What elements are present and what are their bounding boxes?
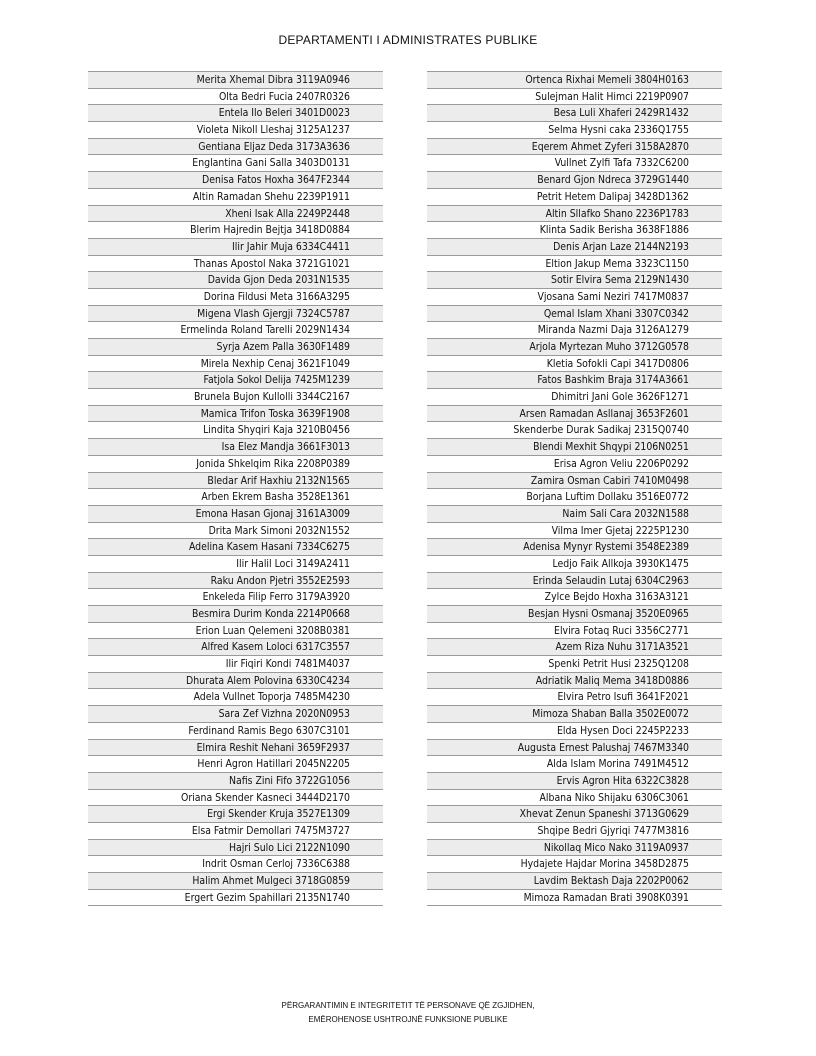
footer-line-2: EMËROHENOSE USHTROJNË FUNKSIONE PUBLIKE xyxy=(308,1015,508,1024)
list-item: Miranda Nazmi Daja 3126A1279 xyxy=(427,322,722,339)
list-item: Ergert Gezim Spahillari 2135N1740 xyxy=(88,890,383,907)
list-item: Ilir Halil Loci 3149A2411 xyxy=(88,556,383,573)
list-item: Migena Vlash Gjergji 7324C5787 xyxy=(88,306,383,323)
list-item: Erion Luan Qelemeni 3208B0381 xyxy=(88,623,383,640)
list-item: Arsen Ramadan Asllanaj 3653F2601 xyxy=(427,406,722,423)
list-item: Benard Gjon Ndreca 3729G1440 xyxy=(427,172,722,189)
list-item: Elvira Petro Isufi 3641F2021 xyxy=(427,689,722,706)
page-title: DEPARTAMENTI I ADMINISTRATES PUBLIKE xyxy=(278,33,538,47)
list-item: Denisa Fatos Hoxha 3647F2344 xyxy=(88,172,383,189)
list-item: Ermelinda Roland Tarelli 2029N1434 xyxy=(88,322,383,339)
list-item: Erinda Selaudin Lutaj 6304C2963 xyxy=(427,573,722,590)
list-item: Dhimitri Jani Gole 3626F1271 xyxy=(427,389,722,406)
list-item: Mimoza Shaban Balla 3502E0072 xyxy=(427,706,722,723)
list-item: Syrja Azem Palla 3630F1489 xyxy=(88,339,383,356)
list-item: Arjola Myrtezan Muho 3712G0578 xyxy=(427,339,722,356)
list-item: Petrit Hetem Dalipaj 3428D1362 xyxy=(427,189,722,206)
list-item: Indrit Osman Cerloj 7336C6388 xyxy=(88,856,383,873)
list-item: Dhurata Alem Polovina 6330C4234 xyxy=(88,673,383,690)
list-item: Spenki Petrit Husi 2325Q1208 xyxy=(427,656,722,673)
list-item: Elmira Reshit Nehani 3659F2937 xyxy=(88,740,383,757)
list-item: Brunela Bujon Kullolli 3344C2167 xyxy=(88,389,383,406)
list-item: Adriatik Maliq Mema 3418D0886 xyxy=(427,673,722,690)
list-item: Emona Hasan Gjonaj 3161A3009 xyxy=(88,506,383,523)
list-item: Besjan Hysni Osmanaj 3520E0965 xyxy=(427,606,722,623)
list-item: Oriana Skender Kasneci 3444D2170 xyxy=(88,790,383,807)
list-item: Lindita Shyqiri Kaja 3210B0456 xyxy=(88,422,383,439)
list-item: Ilir Fiqiri Kondi 7481M4037 xyxy=(88,656,383,673)
list-item: Vjosana Sami Neziri 7417M0837 xyxy=(427,289,722,306)
list-item: Ervis Agron Hita 6322C3828 xyxy=(427,773,722,790)
left-name-list xyxy=(88,71,383,906)
list-item: Henri Agron Hatillari 2045N2205 xyxy=(88,756,383,773)
list-item: Xhevat Zenun Spaneshi 3713G0629 xyxy=(427,806,722,823)
list-item: Merita Xhemal Dibra 3119A0946 xyxy=(88,72,383,89)
list-item: Mirela Nexhip Cenaj 3621F1049 xyxy=(88,356,383,373)
list-item: Sotir Elvira Sema 2129N1430 xyxy=(427,272,722,289)
list-item: Raku Andon Pjetri 3552E2593 xyxy=(88,573,383,590)
list-item: Hydajete Hajdar Morina 3458D2875 xyxy=(427,856,722,873)
list-item: Altin Sllafko Shano 2236P1783 xyxy=(427,206,722,223)
list-item: Ergi Skender Kruja 3527E1309 xyxy=(88,806,383,823)
list-item: Elvira Fotaq Ruci 3356C2771 xyxy=(427,623,722,640)
list-item: Adelina Kasem Hasani 7334C6275 xyxy=(88,539,383,556)
list-item: Fatos Bashkim Braja 3174A3661 xyxy=(427,372,722,389)
list-item: Erisa Agron Veliu 2206P0292 xyxy=(427,456,722,473)
list-item: Besmira Durim Konda 2214P0668 xyxy=(88,606,383,623)
list-item: Violeta Nikoll Lleshaj 3125A1237 xyxy=(88,122,383,139)
list-item: Gentiana Eljaz Deda 3173A3636 xyxy=(88,139,383,156)
list-item: Englantina Gani Salla 3403D0131 xyxy=(88,155,383,172)
list-item: Elsa Fatmir Demollari 7475M3727 xyxy=(88,823,383,840)
list-item: Denis Arjan Laze 2144N2193 xyxy=(427,239,722,256)
list-item: Davida Gjon Deda 2031N1535 xyxy=(88,272,383,289)
list-item: Arben Ekrem Basha 3528E1361 xyxy=(88,489,383,506)
list-item: Fatjola Sokol Delija 7425M1239 xyxy=(88,372,383,389)
list-item: Azem Riza Nuhu 3171A3521 xyxy=(427,639,722,656)
list-item: Ortenca Rixhai Memeli 3804H0163 xyxy=(427,72,722,89)
footer xyxy=(0,999,816,1027)
list-item: Skenderbe Durak Sadikaj 2315Q0740 xyxy=(427,422,722,439)
list-item: Borjana Luftim Dollaku 3516E0772 xyxy=(427,489,722,506)
list-item: Lavdim Bektash Daja 2202P0062 xyxy=(427,873,722,890)
list-item: Vilma Imer Gjetaj 2225P1230 xyxy=(427,523,722,540)
list-item: Blendi Mexhit Shqypi 2106N0251 xyxy=(427,439,722,456)
list-item: Adela Vullnet Toporja 7485M4230 xyxy=(88,689,383,706)
list-item: Enkeleda Filip Ferro 3179A3920 xyxy=(88,589,383,606)
list-item: Ferdinand Ramis Bego 6307C3101 xyxy=(88,723,383,740)
list-item: Alda Islam Morina 7491M4512 xyxy=(427,756,722,773)
list-item: Jonida Shkelqim Rika 2208P0389 xyxy=(88,456,383,473)
list-item: Ilir Jahir Muja 6334C4411 xyxy=(88,239,383,256)
list-item: Entela Ilo Beleri 3401D0023 xyxy=(88,105,383,122)
list-item: Albana Niko Shijaku 6306C3061 xyxy=(427,790,722,807)
list-item: Mamica Trifon Toska 3639F1908 xyxy=(88,406,383,423)
list-item: Klinta Sadik Berisha 3638F1886 xyxy=(427,222,722,239)
list-item: Bledar Arif Haxhiu 2132N1565 xyxy=(88,473,383,490)
list-item: Thanas Apostol Naka 3721G1021 xyxy=(88,256,383,273)
list-item: Olta Bedri Fucia 2407R0326 xyxy=(88,89,383,106)
list-item: Naim Sali Cara 2032N1588 xyxy=(427,506,722,523)
list-item: Sulejman Halit Himci 2219P0907 xyxy=(427,89,722,106)
list-item: Kletia Sofokli Capi 3417D0806 xyxy=(427,356,722,373)
list-item: Eqerem Ahmet Zyferi 3158A2870 xyxy=(427,139,722,156)
list-item: Halim Ahmet Mulgeci 3718G0859 xyxy=(88,873,383,890)
list-item: Drita Mark Simoni 2032N1552 xyxy=(88,523,383,540)
list-item: Adenisa Mynyr Rystemi 3548E2389 xyxy=(427,539,722,556)
list-item: Dorina Fildusi Meta 3166A3295 xyxy=(88,289,383,306)
list-item: Elda Hysen Doci 2245P2233 xyxy=(427,723,722,740)
list-item: Vullnet Zylfi Tafa 7332C6200 xyxy=(427,155,722,172)
list-item: Eltion Jakup Mema 3323C1150 xyxy=(427,256,722,273)
list-item: Nikollaq Mico Nako 3119A0937 xyxy=(427,840,722,857)
list-item: Augusta Ernest Palushaj 7467M3340 xyxy=(427,740,722,757)
list-item: Mimoza Ramadan Brati 3908K0391 xyxy=(427,890,722,907)
list-item: Besa Luli Xhaferi 2429R1432 xyxy=(427,105,722,122)
list-item: Sara Zef Vizhna 2020N0953 xyxy=(88,706,383,723)
list-item: Ledjo Faik Allkoja 3930K1475 xyxy=(427,556,722,573)
list-item: Zylce Bejdo Hoxha 3163A3121 xyxy=(427,589,722,606)
list-item: Blerim Hajredin Bejtja 3418D0884 xyxy=(88,222,383,239)
list-item: Qemal Islam Xhani 3307C0342 xyxy=(427,306,722,323)
list-item: Altin Ramadan Shehu 2239P1911 xyxy=(88,189,383,206)
list-item: Selma Hysni caka 2336Q1755 xyxy=(427,122,722,139)
list-item: Isa Elez Mandja 3661F3013 xyxy=(88,439,383,456)
list-item: Hajri Sulo Lici 2122N1090 xyxy=(88,840,383,857)
footer-line-1: PËRGARANTIMIN E INTEGRITETIT TË PERSONAVE QË ZGJIDHEN, xyxy=(281,1001,535,1010)
list-item: Alfred Kasem Loloci 6317C3557 xyxy=(88,639,383,656)
list-item: Zamira Osman Cabiri 7410M0498 xyxy=(427,473,722,490)
list-item: Nafis Zini Fifo 3722G1056 xyxy=(88,773,383,790)
list-item: Shqipe Bedri Gjyriqi 7477M3816 xyxy=(427,823,722,840)
right-name-list xyxy=(427,71,722,906)
list-item: Xheni Isak Alla 2249P2448 xyxy=(88,206,383,223)
